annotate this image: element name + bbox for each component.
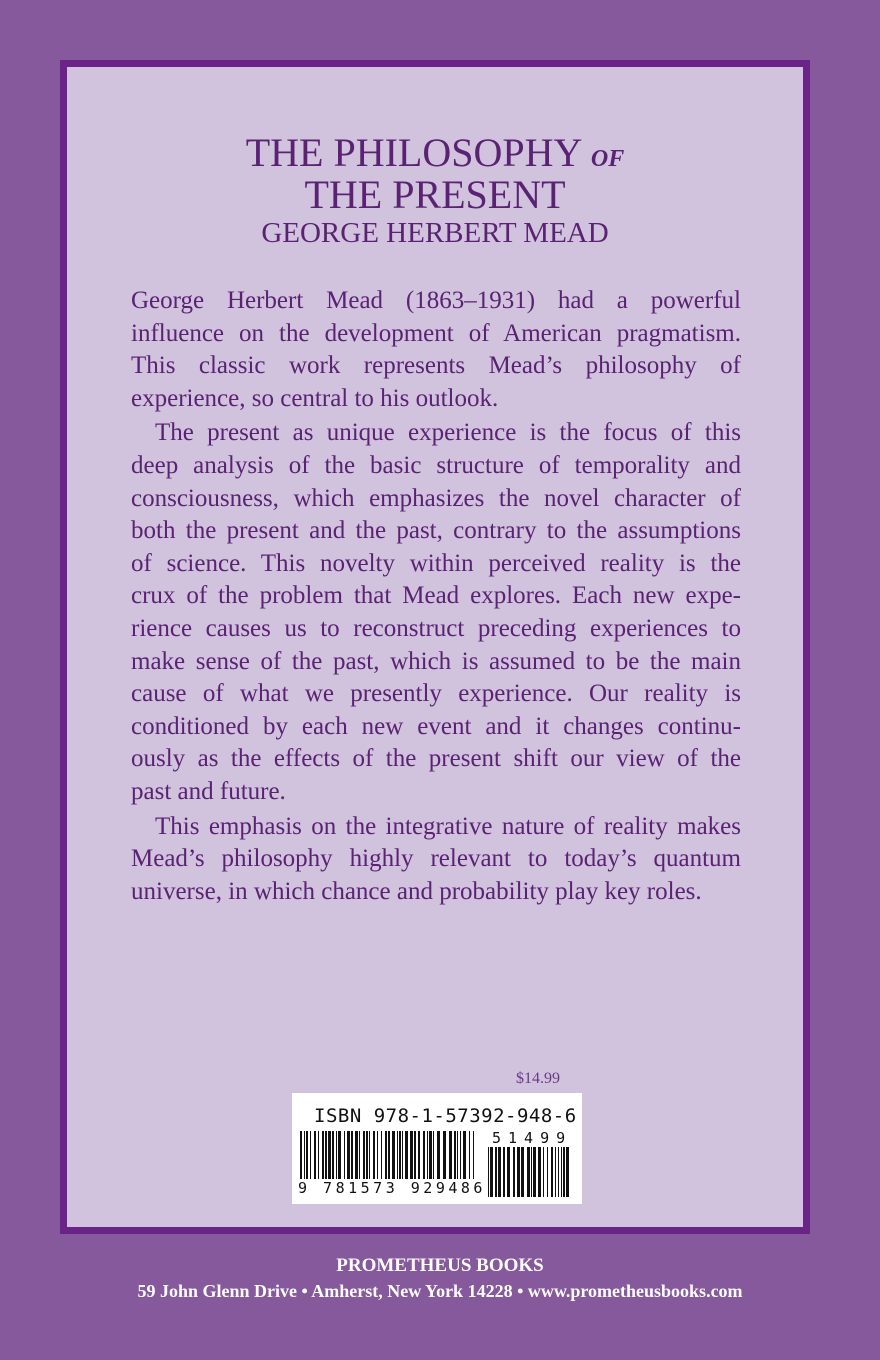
title-line-2: THE PRESENT xyxy=(304,172,566,217)
barcode-bar xyxy=(355,1131,358,1179)
barcode-bar xyxy=(563,1147,565,1197)
paragraph-line: This classic work represents Mead’s philosophy of xyxy=(131,352,741,380)
barcode-bar xyxy=(410,1131,413,1179)
paragraph xyxy=(131,811,741,909)
paragraph-line: conditioned by each new event and it changes continu- xyxy=(131,712,741,740)
description xyxy=(131,285,741,910)
barcode-bar xyxy=(381,1131,382,1179)
barcode-bar xyxy=(495,1147,497,1197)
barcode-bar xyxy=(351,1131,353,1179)
paragraph-line: deep analysis of the basic structure of temporality and xyxy=(131,451,741,479)
barcode-bar xyxy=(454,1131,456,1179)
barcode-bar xyxy=(531,1147,532,1197)
barcode-bar xyxy=(566,1147,569,1197)
isbn-label: ISBN 978-1-57392-948-6 xyxy=(314,1105,577,1127)
paragraph xyxy=(131,417,741,808)
barcode-bar xyxy=(460,1131,461,1179)
addon-bars xyxy=(488,1147,570,1197)
barcode-bar xyxy=(377,1131,378,1179)
barcode-bar xyxy=(443,1131,446,1179)
barcode-bar xyxy=(314,1131,316,1179)
barcode-bar xyxy=(463,1131,466,1179)
barcode-bar xyxy=(538,1147,541,1197)
paragraph-line: cause of what we presently experience. Our reality is xyxy=(131,680,741,708)
barcode-bar xyxy=(414,1131,416,1179)
paragraph-line: of science. This novelty within perceived reality is the xyxy=(131,549,741,577)
barcode-bar xyxy=(423,1131,425,1179)
barcode-bar xyxy=(304,1131,305,1179)
barcode-bar xyxy=(429,1131,432,1179)
paragraph-line: universe, in which chance and probability play key roles. xyxy=(131,877,702,905)
barcode-bar xyxy=(363,1131,365,1179)
barcode-bar xyxy=(336,1131,337,1179)
barcode-bar xyxy=(388,1131,390,1179)
barcode-bar xyxy=(366,1131,368,1179)
paragraph-line: The present as unique experience is the focus of this xyxy=(155,419,741,447)
barcode-bar xyxy=(418,1131,420,1179)
paragraph-line: make sense of the past, which is assumed to be the main xyxy=(131,647,741,675)
barcode-bar xyxy=(503,1147,505,1197)
barcode-bar xyxy=(527,1147,530,1197)
paragraph-line: crux of the problem that Mead explores. Each new expe- xyxy=(131,582,741,610)
barcode-bar xyxy=(551,1147,553,1197)
barcode-bar xyxy=(437,1131,440,1179)
title-line-1 xyxy=(67,129,803,176)
barcode-bar xyxy=(469,1131,470,1179)
barcode-bar xyxy=(385,1131,387,1179)
barcode-bar xyxy=(359,1131,360,1179)
paragraph-line: Mead’s philosophy highly relevant to today’s quantum xyxy=(131,845,741,873)
barcode-bar xyxy=(338,1131,341,1179)
barcode-bar xyxy=(457,1131,458,1179)
publisher-address: 59 John Glenn Drive • Amherst, New York 14228 • www.prometheusbooks.com xyxy=(137,1281,743,1301)
barcode-bar xyxy=(322,1131,324,1179)
barcode-bar xyxy=(513,1147,515,1197)
barcode-bar xyxy=(555,1147,556,1197)
paragraph-line: George Herbert Mead (1863–1931) had a powerful xyxy=(131,287,741,314)
barcode-bar xyxy=(300,1131,302,1179)
barcode-bar xyxy=(397,1131,398,1179)
barcode-bar xyxy=(402,1131,403,1179)
paragraph-line: experience, so central to his outlook. xyxy=(131,384,499,412)
barcode-bar xyxy=(306,1131,308,1179)
barcode-bar xyxy=(332,1131,334,1179)
paragraph-line: This emphasis on the integrative nature of reality makes xyxy=(155,812,741,840)
barcode-bar xyxy=(517,1147,520,1197)
barcode-bar xyxy=(369,1131,370,1179)
barcode-bar xyxy=(498,1147,501,1197)
barcode-bar xyxy=(533,1147,536,1197)
ean-digits: 9 781573 929486 xyxy=(298,1179,486,1197)
author: GEORGE HERBERT MEAD xyxy=(261,217,609,249)
barcode-bar xyxy=(318,1131,319,1179)
barcode-bar xyxy=(373,1131,375,1179)
paragraph-line: past and future. xyxy=(131,777,286,805)
barcode-bar xyxy=(449,1131,452,1179)
barcode-bar xyxy=(488,1147,489,1197)
barcode-bar xyxy=(490,1147,493,1197)
paragraph xyxy=(131,285,741,415)
barcode-bar xyxy=(310,1131,311,1179)
barcode-bar xyxy=(347,1131,350,1179)
barcode-bar xyxy=(507,1147,510,1197)
paragraph-line: both the present and the past, contrary to the assumptions xyxy=(131,517,741,545)
publisher: PROMETHEUS BOOKS xyxy=(336,1255,544,1276)
barcode-bar xyxy=(392,1131,395,1179)
barcode-bar xyxy=(344,1131,345,1179)
paragraph-line: rience causes us to reconstruct preceding experiences to xyxy=(131,614,741,642)
barcode-bar xyxy=(325,1131,327,1179)
barcode-bar xyxy=(328,1131,331,1179)
barcode-bar xyxy=(558,1147,559,1197)
paragraph-line: consciousness, which emphasizes the novel character of xyxy=(131,484,741,512)
addon-digits: 51499 xyxy=(492,1129,573,1147)
price: $14.99 xyxy=(516,1070,560,1087)
barcode-bar xyxy=(561,1147,562,1197)
paragraph-line: influence on the development of American pragmatism. xyxy=(131,319,741,347)
barcode-bar xyxy=(399,1131,401,1179)
barcode-bar xyxy=(543,1147,544,1197)
barcode-bar xyxy=(433,1131,434,1179)
barcode-bar xyxy=(427,1131,428,1179)
barcode-bar xyxy=(473,1131,474,1179)
paragraph-line: ously as the effects of the present shift our view of the xyxy=(131,745,741,773)
title-text: THE PHILOSOPHY xyxy=(245,130,581,175)
barcode-bar xyxy=(547,1147,548,1197)
isbn-barcode xyxy=(292,1093,582,1204)
barcode-bar xyxy=(405,1131,408,1179)
title-of: of xyxy=(590,137,625,174)
barcode-bar xyxy=(521,1147,524,1197)
cover-panel xyxy=(60,60,810,1234)
